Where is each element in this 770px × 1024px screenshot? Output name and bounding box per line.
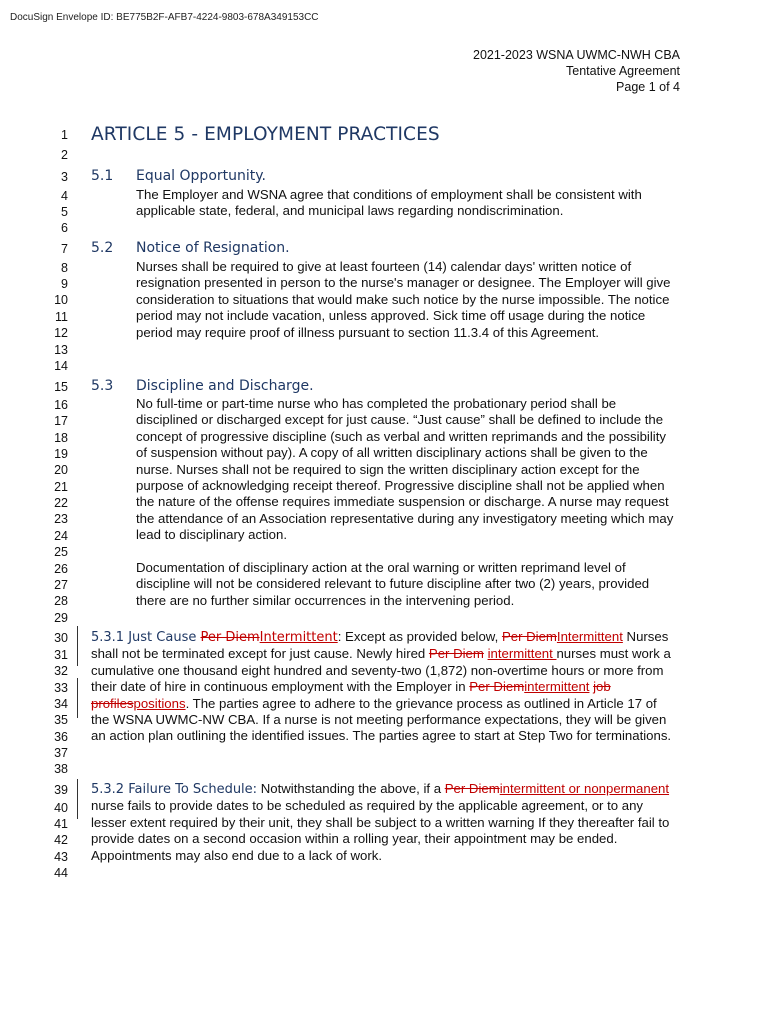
docusign-envelope-id: DocuSign Envelope ID: BE775B2F-AFB7-4224-9803-678A349153CC	[10, 12, 319, 23]
section-5-3-paragraph-1: No full-time or part-time nurse who has completed the probationary period shall be disciplined or discharged except for just cause. “Just cause” shall be defined to include the concept of progressive discipline (such as verbal and written reprimands and the possibility of suspension without pay). A copy of all written disciplinary actions shall be given to the nurse. Nurses shall not be required to sign the written disciplinary action except for the purpose of acknowledging receipt thereof. Progressive discipline shall not be applied when the nature of the offense requires immediate suspension or discharge. A nurse may request the attendance of an Association representative during any investigatory meeting which may lead to disciplinary action.	[136, 396, 674, 543]
line-number: 29	[54, 611, 68, 625]
line-number: 41	[54, 817, 68, 831]
line-number: 18	[54, 431, 68, 445]
change-bar	[77, 626, 78, 666]
deleted-text: Per Diem	[428, 646, 484, 662]
line-number: 2	[61, 148, 68, 162]
inserted-text: intermittent	[487, 646, 557, 662]
line-number: 24	[54, 529, 68, 543]
section-title: Notice of Resignation.	[136, 240, 290, 256]
header-cba-title: 2021-2023 WSNA UWMC-NWH CBA	[473, 48, 680, 62]
line-number: 42	[54, 833, 68, 847]
line-number: 19	[54, 447, 68, 461]
inserted-text: intermittent or nonpermanent	[499, 781, 670, 796]
line-number: 12	[54, 326, 68, 340]
section-number: 5.2	[91, 240, 114, 256]
deleted-text: Per Diem	[444, 781, 500, 796]
change-bar	[77, 779, 78, 819]
line-number: 27	[54, 578, 68, 592]
section-5-3-1	[91, 629, 676, 745]
section-title: Discipline and Discharge.	[136, 378, 314, 394]
body-text: nurse fails to provide dates to be scheduled as required by the applicable agreement, or to any lesser extent required by their unit, they shall be subject to a written warning If they thereafter fail to provide dates on a second occasion within a rolling year, their appointment may be ended. Appointments may also end due to a lack of work.	[91, 798, 670, 863]
line-number: 43	[54, 850, 68, 864]
line-number: 28	[54, 594, 68, 608]
subsection-heading: 5.3.2 Failure To Schedule:	[91, 782, 258, 797]
line-number: 17	[54, 414, 68, 428]
body-text: Notwithstanding the above, if a	[257, 781, 445, 796]
section-number: 5.3	[91, 378, 114, 394]
deleted-text: Per Diem	[469, 679, 525, 695]
inserted-text: Intermittent	[259, 630, 338, 645]
line-number: 44	[54, 866, 68, 880]
line-number: 38	[54, 762, 68, 776]
deleted-text: Per Diem	[200, 630, 260, 645]
line-number: 23	[54, 512, 68, 526]
section-5-3-2	[91, 781, 676, 864]
line-number: 21	[54, 480, 68, 494]
deleted-text: job profiles	[91, 679, 611, 711]
inserted-text: positions	[133, 695, 186, 711]
document-header	[473, 47, 680, 95]
line-number: 10	[54, 293, 68, 307]
inserted-text: Intermittent	[556, 629, 623, 644]
inserted-text: intermittent	[524, 679, 590, 695]
line-number: 34	[54, 697, 68, 711]
section-title: Equal Opportunity.	[136, 168, 266, 184]
line-number: 40	[54, 801, 68, 815]
section-number: 5.1	[91, 168, 114, 184]
line-number: 31	[54, 648, 68, 662]
line-number: 15	[54, 380, 68, 394]
line-number: 20	[54, 463, 68, 477]
subsection-heading: 5.3.1 Just Cause	[91, 630, 201, 645]
change-bar	[77, 678, 78, 718]
body-text: : Except as provided below,	[337, 629, 502, 644]
line-number: 14	[54, 359, 68, 373]
line-number: 9	[61, 277, 68, 291]
line-number: 30	[54, 631, 68, 645]
body-text: nurses must work a cumulative one thousand eight hundred and seventy-two (1,872) non-overtime hours or more from their date of hire in continuous employment with the Employer in	[91, 646, 671, 695]
line-number: 6	[61, 221, 68, 235]
line-number: 39	[54, 783, 68, 797]
line-number: 1	[61, 128, 68, 142]
section-5-3-paragraph-2: Documentation of disciplinary action at the oral warning or written reprimand level of discipline will not be considered relevant to future discipline after two (2) years, provided there are no further similar occurrences in the intervening period.	[136, 560, 650, 608]
line-number: 35	[54, 713, 68, 727]
line-number: 4	[61, 189, 68, 203]
line-number: 37	[54, 746, 68, 760]
line-number: 36	[54, 730, 68, 744]
section-5-1-body: The Employer and WSNA agree that conditions of employment shall be consistent with applicable state, federal, and municipal laws regarding nondiscrimination.	[136, 187, 642, 219]
header-status: Tentative Agreement	[566, 64, 680, 78]
line-number: 26	[54, 562, 68, 576]
line-number: 32	[54, 664, 68, 678]
header-page-number: Page 1 of 4	[616, 80, 680, 94]
line-number: 11	[55, 310, 68, 324]
line-number: 7	[61, 242, 68, 256]
line-number: 25	[54, 545, 68, 559]
line-number: 22	[54, 496, 68, 510]
line-number: 5	[61, 205, 68, 219]
line-number: 33	[54, 681, 68, 695]
line-number: 8	[61, 261, 68, 275]
line-number: 3	[61, 170, 68, 184]
line-number: 16	[54, 398, 68, 412]
deleted-text: Per Diem	[501, 629, 557, 644]
body-text: Nurses shall not be terminated except for just cause. Newly hired	[91, 629, 669, 662]
section-5-2-body: Nurses shall be required to give at least fourteen (14) calendar days' written notice of resignation presented in person to the nurse's manager or designee. The Employer will give consideration to situations that would make such notice by the nurse impossible. The notice period may not include vacation, unless approved. Sick time off usage during the notice period may require proof of illness pursuant to section 11.3.4 of this Agreement.	[136, 259, 671, 340]
article-title: ARTICLE 5 - EMPLOYMENT PRACTICES	[91, 124, 440, 145]
line-number: 13	[54, 343, 68, 357]
body-text: . The parties agree to adhere to the grievance process as outlined in Article 17 of the WSNA UWMC-NW CBA. If a nurse is not meeting performance expectations, they will be given an action plan outlining the identified issues. The parties agree to start at Step Two for terminations.	[91, 695, 672, 744]
